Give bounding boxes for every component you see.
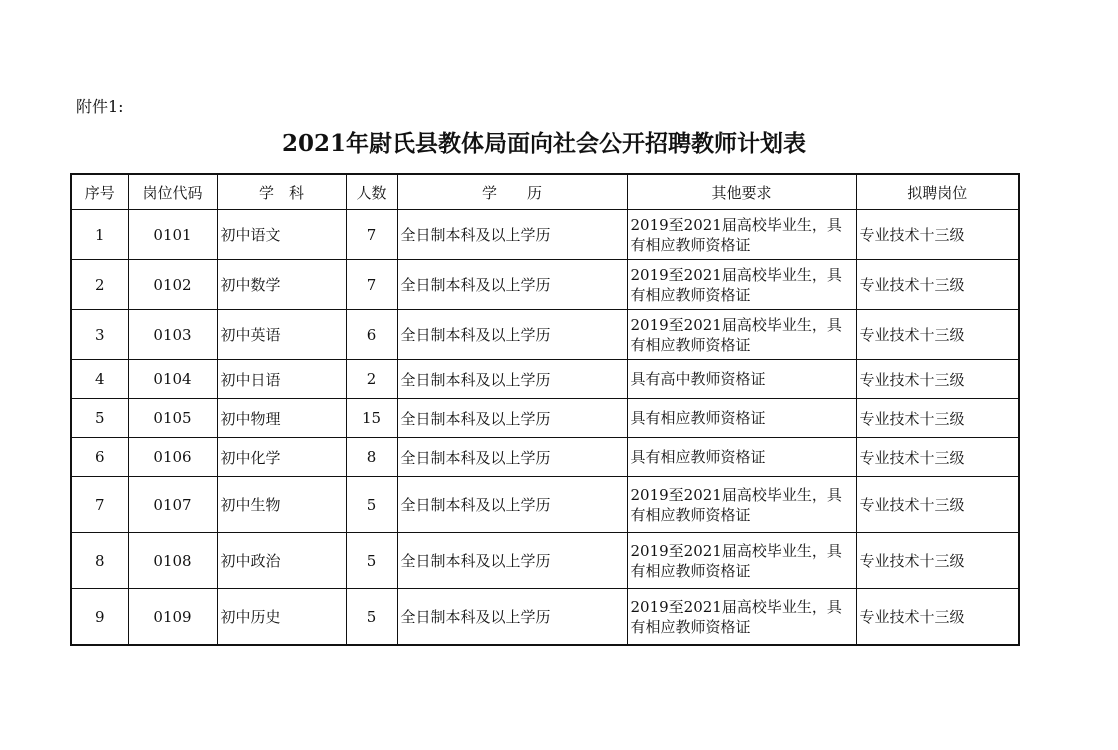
cell-seq: 3 bbox=[71, 310, 128, 360]
cell-position: 专业技术十三级 bbox=[856, 310, 1019, 360]
cell-position: 专业技术十三级 bbox=[856, 438, 1019, 477]
cell-education: 全日制本科及以上学历 bbox=[397, 310, 627, 360]
cell-position: 专业技术十三级 bbox=[856, 399, 1019, 438]
cell-count: 8 bbox=[346, 438, 397, 477]
cell-code: 0104 bbox=[128, 360, 217, 399]
cell-position: 专业技术十三级 bbox=[856, 260, 1019, 310]
cell-count: 5 bbox=[346, 589, 397, 646]
table-row bbox=[71, 533, 1019, 589]
cell-subject: 初中化学 bbox=[217, 438, 346, 477]
cell-count: 7 bbox=[346, 210, 397, 260]
cell-requirements: 2019至2021届高校毕业生，具有相应教师资格证 bbox=[627, 477, 856, 533]
cell-requirements: 具有相应教师资格证 bbox=[627, 399, 856, 438]
cell-position: 专业技术十三级 bbox=[856, 477, 1019, 533]
table-header-row bbox=[71, 174, 1019, 210]
table-row bbox=[71, 360, 1019, 399]
cell-requirements: 具有高中教师资格证 bbox=[627, 360, 856, 399]
header-requirements: 其他要求 bbox=[627, 174, 856, 210]
cell-subject: 初中数学 bbox=[217, 260, 346, 310]
table-row bbox=[71, 438, 1019, 477]
cell-position: 专业技术十三级 bbox=[856, 210, 1019, 260]
cell-position: 专业技术十三级 bbox=[856, 533, 1019, 589]
cell-code: 0109 bbox=[128, 589, 217, 646]
cell-subject: 初中日语 bbox=[217, 360, 346, 399]
page-title: 2021年尉氏县教体局面向社会公开招聘教师计划表 bbox=[281, 130, 806, 157]
cell-seq: 6 bbox=[71, 438, 128, 477]
cell-requirements: 2019至2021届高校毕业生，具有相应教师资格证 bbox=[627, 260, 856, 310]
cell-subject: 初中英语 bbox=[217, 310, 346, 360]
cell-code: 0105 bbox=[128, 399, 217, 438]
cell-position: 专业技术十三级 bbox=[856, 589, 1019, 646]
cell-seq: 8 bbox=[71, 533, 128, 589]
cell-education: 全日制本科及以上学历 bbox=[397, 210, 627, 260]
cell-subject: 初中物理 bbox=[217, 399, 346, 438]
cell-count: 5 bbox=[346, 477, 397, 533]
header-position: 拟聘岗位 bbox=[856, 174, 1019, 210]
cell-education: 全日制本科及以上学历 bbox=[397, 589, 627, 646]
cell-seq: 1 bbox=[71, 210, 128, 260]
cell-code: 0107 bbox=[128, 477, 217, 533]
cell-requirements: 2019至2021届高校毕业生，具有相应教师资格证 bbox=[627, 310, 856, 360]
cell-requirements: 2019至2021届高校毕业生，具有相应教师资格证 bbox=[627, 589, 856, 646]
table-row bbox=[71, 310, 1019, 360]
table-row bbox=[71, 589, 1019, 646]
cell-subject: 初中政治 bbox=[217, 533, 346, 589]
table-row bbox=[71, 477, 1019, 533]
cell-requirements: 具有相应教师资格证 bbox=[627, 438, 856, 477]
header-count: 人数 bbox=[346, 174, 397, 210]
cell-requirements: 2019至2021届高校毕业生，具有相应教师资格证 bbox=[627, 533, 856, 589]
cell-position: 专业技术十三级 bbox=[856, 360, 1019, 399]
cell-subject: 初中生物 bbox=[217, 477, 346, 533]
cell-education: 全日制本科及以上学历 bbox=[397, 360, 627, 399]
cell-seq: 2 bbox=[71, 260, 128, 310]
header-education: 学 历 bbox=[397, 174, 627, 210]
table-row bbox=[71, 260, 1019, 310]
cell-code: 0103 bbox=[128, 310, 217, 360]
cell-education: 全日制本科及以上学历 bbox=[397, 477, 627, 533]
cell-seq: 4 bbox=[71, 360, 128, 399]
cell-seq: 7 bbox=[71, 477, 128, 533]
header-subject: 学 科 bbox=[217, 174, 346, 210]
header-seq: 序号 bbox=[71, 174, 128, 210]
cell-count: 15 bbox=[346, 399, 397, 438]
cell-subject: 初中历史 bbox=[217, 589, 346, 646]
attachment-label: 附件1: bbox=[76, 97, 124, 116]
cell-count: 7 bbox=[346, 260, 397, 310]
recruitment-plan-table bbox=[70, 173, 1020, 646]
cell-seq: 9 bbox=[71, 589, 128, 646]
cell-code: 0101 bbox=[128, 210, 217, 260]
cell-count: 6 bbox=[346, 310, 397, 360]
cell-education: 全日制本科及以上学历 bbox=[397, 399, 627, 438]
cell-code: 0102 bbox=[128, 260, 217, 310]
cell-requirements: 2019至2021届高校毕业生，具有相应教师资格证 bbox=[627, 210, 856, 260]
cell-code: 0108 bbox=[128, 533, 217, 589]
cell-education: 全日制本科及以上学历 bbox=[397, 438, 627, 477]
cell-subject: 初中语文 bbox=[217, 210, 346, 260]
cell-education: 全日制本科及以上学历 bbox=[397, 533, 627, 589]
cell-count: 5 bbox=[346, 533, 397, 589]
cell-count: 2 bbox=[346, 360, 397, 399]
cell-education: 全日制本科及以上学历 bbox=[397, 260, 627, 310]
cell-code: 0106 bbox=[128, 438, 217, 477]
cell-seq: 5 bbox=[71, 399, 128, 438]
table-row bbox=[71, 399, 1019, 438]
table-row bbox=[71, 210, 1019, 260]
header-code: 岗位代码 bbox=[128, 174, 217, 210]
